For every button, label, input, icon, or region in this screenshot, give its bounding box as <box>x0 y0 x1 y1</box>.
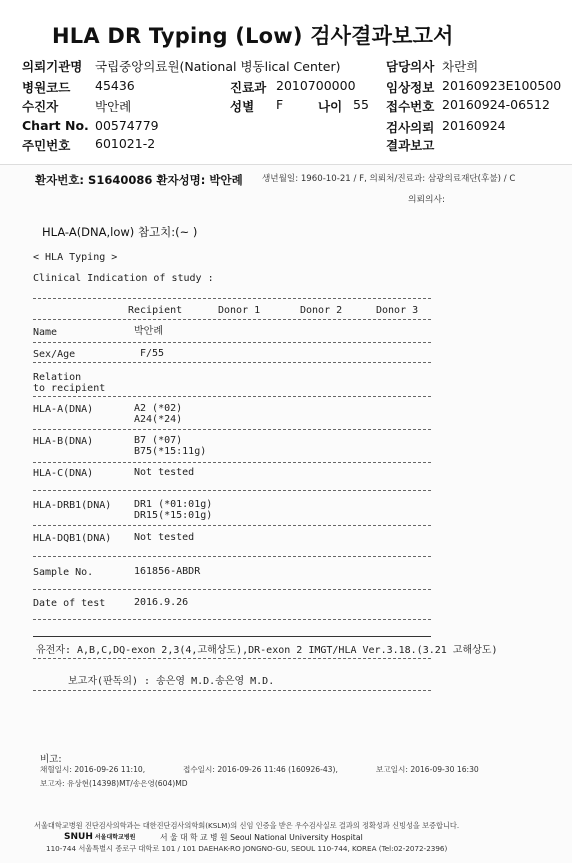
row-divider <box>33 525 431 526</box>
row-divider <box>33 362 431 363</box>
divider <box>33 319 431 320</box>
row-value: Not tested <box>134 467 195 478</box>
header-value: 45436 <box>95 78 135 93</box>
logo-text: SNUH <box>64 832 93 842</box>
row-label: Date of test <box>33 598 106 609</box>
method-line: 유전자: A,B,C,DQ-exon 2,3(4,고해상도),DR-exon 2 IMGT/HLA Ver.3.18.(3.21 고해상도) <box>36 645 498 656</box>
patient-line-small: 생년월일: 1960-10-21 / F, 의뢰처/진료과: 삼광의료재단(후불) / C <box>262 174 516 184</box>
row-label: HLA-A(DNA) <box>33 404 94 415</box>
row-label: Sample No. <box>33 567 94 578</box>
header-label: 진료과 <box>230 80 267 95</box>
remarks-label: 비고: <box>40 754 62 765</box>
header-label: 담당의사 <box>386 59 435 74</box>
header-label: 결과보고 <box>386 138 435 153</box>
divider <box>33 298 431 299</box>
header-label: Chart No. <box>22 118 89 133</box>
header-value: 2010700000 <box>276 78 356 93</box>
row-value: 2016.9.26 <box>134 597 189 608</box>
report-title: HLA DR Typing (Low) 검사결과보고서 <box>52 24 454 48</box>
reporter-line: 보고자(판독의) : 송은영 M.D.송은영 M.D. <box>68 676 275 687</box>
row-label: Name <box>33 327 58 338</box>
row-divider <box>33 589 431 590</box>
header-label: 접수번호 <box>386 99 435 114</box>
section-heading: < HLA Typing > <box>33 252 118 263</box>
row-label: Relation to recipient <box>33 372 106 394</box>
row-value: B7 (*07) B75(*15:11g) <box>134 435 207 457</box>
header-value: F <box>276 97 284 112</box>
header-value: 국립중앙의료원(National 병동lical Center) <box>95 59 341 74</box>
header-value: 601021-2 <box>95 136 156 151</box>
clinical-indication: Clinical Indication of study : <box>33 273 214 284</box>
header-label: 검사의뢰 <box>386 120 435 135</box>
header-label: 병원코드 <box>22 80 71 95</box>
scanned-report <box>0 164 572 863</box>
reporters: 보고자: 유상현(14398)MT/송은영(604)MD <box>40 779 188 788</box>
row-label: HLA-C(DNA) <box>33 468 94 479</box>
row-divider <box>33 396 431 397</box>
row-label: Sex/Age <box>33 349 76 360</box>
footer-certification: 서울대학교병원 진단검사의학과는 대한진단검사의학회(KSLM)의 신임 인증을 받은 우수검사실로 결과의 정확성과 신빙성을 보증합니다. <box>34 821 460 830</box>
header-value: 55 <box>353 97 369 112</box>
hospital-address: 110-744 서울특별시 종로구 대학로 101 / 101 DAEHAK-RO JONGNO-GU, SEOUL 110-744, KOREA (Tel:02-2072-2396) <box>46 844 448 853</box>
header-value: 차란희 <box>442 59 479 74</box>
row-value: Not tested <box>134 532 195 543</box>
row-divider <box>33 490 431 491</box>
header-value: 20160924 <box>442 118 506 133</box>
header-value: 20160923E100500 <box>442 78 562 93</box>
row-divider <box>33 429 431 430</box>
row-divider <box>33 556 431 557</box>
hospital-logo <box>64 832 135 842</box>
header-value: 박안례 <box>95 99 132 114</box>
row-label: HLA-B(DNA) <box>33 436 94 447</box>
report-date: 보고일시: 2016-09-30 16:30 <box>376 765 479 774</box>
header-label: 성별 <box>230 99 255 114</box>
row-value: F/55 <box>140 348 165 359</box>
divider <box>33 636 431 637</box>
row-value: 161856-ABDR <box>134 566 201 577</box>
divider <box>33 658 431 659</box>
collect-date: 채혈일시: 2016-09-26 11:10, <box>40 765 146 774</box>
col-donor-2: Donor 2 <box>300 305 343 316</box>
row-value: A2 (*02) A24(*24) <box>134 403 183 425</box>
row-value: DR1 (*01:01g) DR15(*15:01g) <box>134 499 213 521</box>
logo-subtext: 서울대학교병원 <box>94 834 136 841</box>
divider <box>33 690 431 691</box>
header-value: 00574779 <box>95 118 159 133</box>
header-label: 임상정보 <box>386 80 435 95</box>
col-donor-1: Donor 1 <box>218 305 261 316</box>
row-label: HLA-DQB1(DNA) <box>33 533 112 544</box>
receive-date: 접수일시: 2016-09-26 11:46 (160926-43), <box>183 765 338 774</box>
hospital-name: 서 울 대 학 교 병 원 Seoul National University Hospital <box>160 833 363 842</box>
reference-title: HLA-A(DNA,low) 참고치:(~ ) <box>42 225 198 239</box>
patient-line: 환자번호: S1640086 환자성명: 박안례 <box>35 173 243 187</box>
row-value: 박안례 <box>134 326 163 337</box>
header-value: 20160924-06512 <box>442 97 550 112</box>
header-label: 수진자 <box>22 99 59 114</box>
row-label: HLA-DRB1(DNA) <box>33 500 112 511</box>
row-divider <box>33 462 431 463</box>
header-label: 나이 <box>318 99 343 114</box>
header-label: 주민번호 <box>22 138 71 153</box>
header-label: 의뢰기관명 <box>22 59 83 74</box>
row-divider <box>33 619 431 620</box>
col-donor-3: Donor 3 <box>376 305 419 316</box>
col-recipient: Recipient <box>128 305 183 316</box>
doctor-line: 의뢰의사: <box>408 195 445 205</box>
row-divider <box>33 342 431 343</box>
